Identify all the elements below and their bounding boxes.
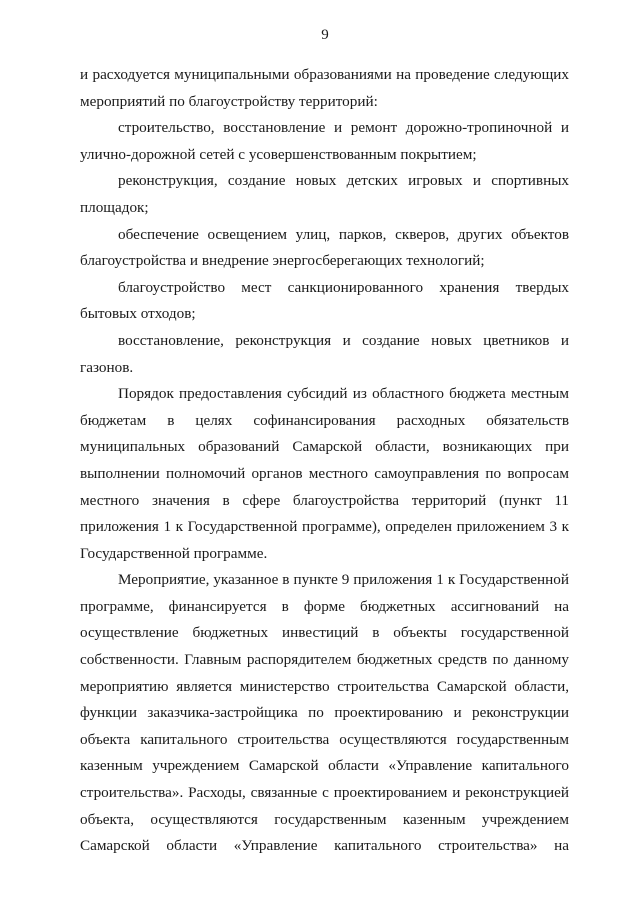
paragraph-list-item-roads: строительство, восстановление и ремонт дорожно-тропиночной и улично-дорожной сетей с усовершенствованным покрытием; <box>80 119 569 163</box>
paragraph-subsidy-procedure: Порядок предоставления субсидий из областного бюджета местным бюджетам в целях софинансирования расходных обязательств муниципальных образований Самарской области, возникающих при выполнении полномочий органов местного самоуправления по вопросам местного значения в сфере благоустройства территорий (пункт 11 приложения 1 к Государственной программе), определен приложением 3 к Государственной программе. <box>80 385 569 562</box>
paragraph-list-item-waste: благоустройство мест санкционированного хранения твердых бытовых отходов; <box>80 278 569 323</box>
paragraph-intro: и расходуется муниципальными образованиями на проведение следующих мероприятий по благоустройству территорий: <box>80 66 569 110</box>
paragraph-list-item-flowerbeds: восстановление, реконструкция и создание новых цветников и газонов. <box>80 331 569 376</box>
paragraph-list-item-lighting: обеспечение освещением улиц, парков, скверов, других объектов благоустройства и внедрение энергосберегающих технологий; <box>80 225 569 270</box>
paragraph-list-item-playgrounds: реконструкция, создание новых детских игровых и спортивных площадок; <box>80 172 569 216</box>
paragraph-investment-measure: Мероприятие, указанное в пункте 9 приложения 1 к Государственной программе, финансируется в форме бюджетных ассигнований на осуществление бюджетных инвестиций в объекты государственной собственности. Главным распорядителем бюджетных средств по данному мероприятию является министерство строительства Самарской области, функции заказчика-застройщика по проектированию и реконструкции объекта капитального строительства осуществляются государственным казенным учреждением Самарской области «Управление капитального строительства». Расходы, связанные с проектированием и реконструкцией объекта, осуществляются государственным казенным учреждением Самарской области «Управление капитального строительства» на <box>80 571 569 855</box>
document-body <box>80 62 569 860</box>
page-number: 9 <box>321 27 329 43</box>
